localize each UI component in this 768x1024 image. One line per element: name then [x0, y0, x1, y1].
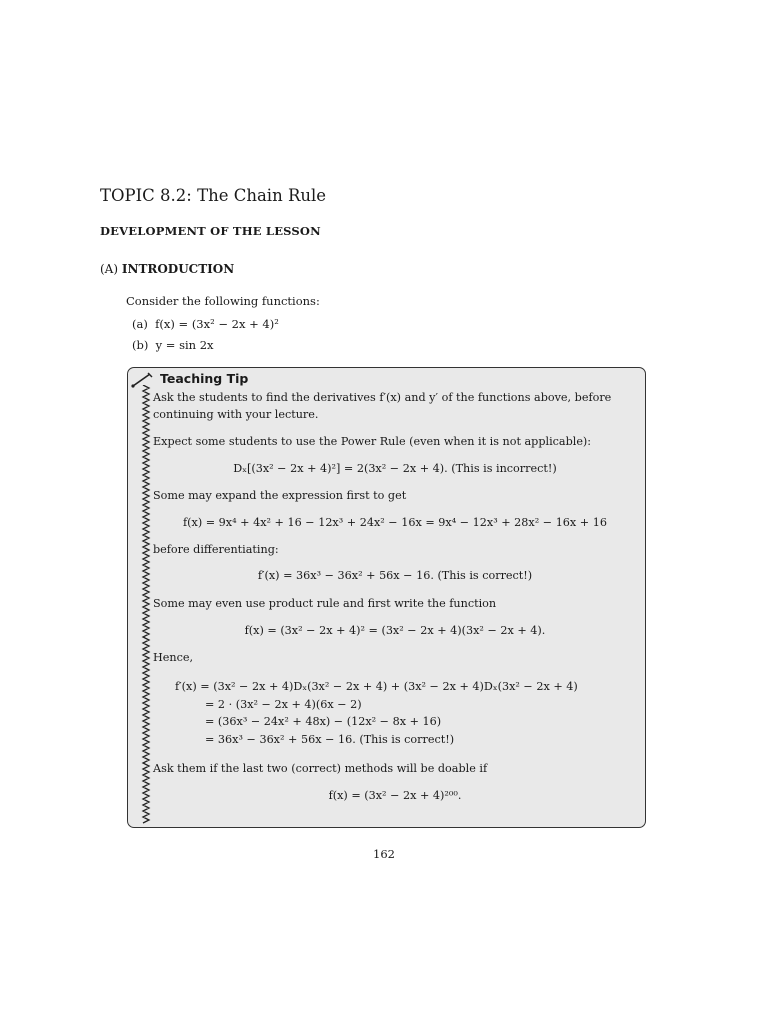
tip-p5: Some may even use product rule and first write the function [153, 597, 497, 610]
subsection-marker: (A) [100, 262, 119, 276]
function-b-expr: y = sin 2x [155, 338, 214, 352]
function-b [132, 338, 214, 352]
section-heading: DEVELOPMENT OF THE LESSON [100, 224, 321, 238]
subsection-title: INTRODUCTION [121, 262, 235, 276]
tip-eq5-line: f′(x) = (3x² − 2x + 4)Dₓ(3x² − 2x + 4) + (3x² − 2x + 4)Dₓ(3x² − 2x + 4) [175, 680, 578, 693]
tip-eq1: Dₓ[(3x² − 2x + 4)²] = 2(3x² − 2x + 4). (This is incorrect!) [233, 462, 557, 475]
page-number: 162 [373, 847, 395, 861]
teaching-tip-title: Teaching Tip [160, 371, 249, 386]
function-a [132, 317, 279, 331]
function-b-label: (b) [132, 338, 149, 352]
function-a-label: (a) [132, 317, 148, 331]
topic-title: TOPIC 8.2: The Chain Rule [100, 186, 327, 205]
tip-p1-line1: Ask the students to find the derivatives f′(x) and y′ of the functions above, before [153, 391, 612, 404]
binding-zigzag-icon [141, 385, 151, 825]
tip-eq5-line: = 2 · (3x² − 2x + 4)(6x − 2) [205, 697, 362, 711]
tip-eq3: f′(x) = 36x³ − 36x² + 56x − 16. (This is correct!) [257, 569, 533, 582]
tip-p6: Hence, [153, 651, 194, 664]
tip-eq4: f(x) = (3x² − 2x + 4)² = (3x² − 2x + 4)(3x² − 2x + 4). [244, 624, 546, 637]
tip-p7: Ask them if the last two (correct) methods will be doable if [153, 762, 488, 775]
tip-eq2: f(x) = 9x⁴ + 4x² + 16 − 12x³ + 24x² − 16x = 9x⁴ − 12x³ + 28x² − 16x + 16 [183, 516, 607, 529]
tip-eq5-line: = (36x³ − 24x² + 48x) − (12x² − 8x + 16) [205, 715, 442, 728]
tip-p3: Some may expand the expression first to get [153, 489, 407, 502]
intro-text: Consider the following functions: [126, 294, 320, 308]
tip-p1-line2: continuing with your lecture. [153, 408, 319, 421]
subsection-heading [100, 262, 234, 276]
tip-p2: Expect some students to use the Power Rule (even when it is not applicable): [153, 435, 592, 448]
tip-p4: before differentiating: [153, 543, 279, 556]
tip-eq5 [175, 678, 578, 748]
tip-eq5-line: = 36x³ − 36x² + 56x − 16. (This is correct!) [205, 732, 455, 746]
tip-eq6: f(x) = (3x² − 2x + 4)²⁰⁰. [328, 789, 462, 802]
function-a-expr: f(x) = (3x² − 2x + 4)² [155, 317, 279, 331]
